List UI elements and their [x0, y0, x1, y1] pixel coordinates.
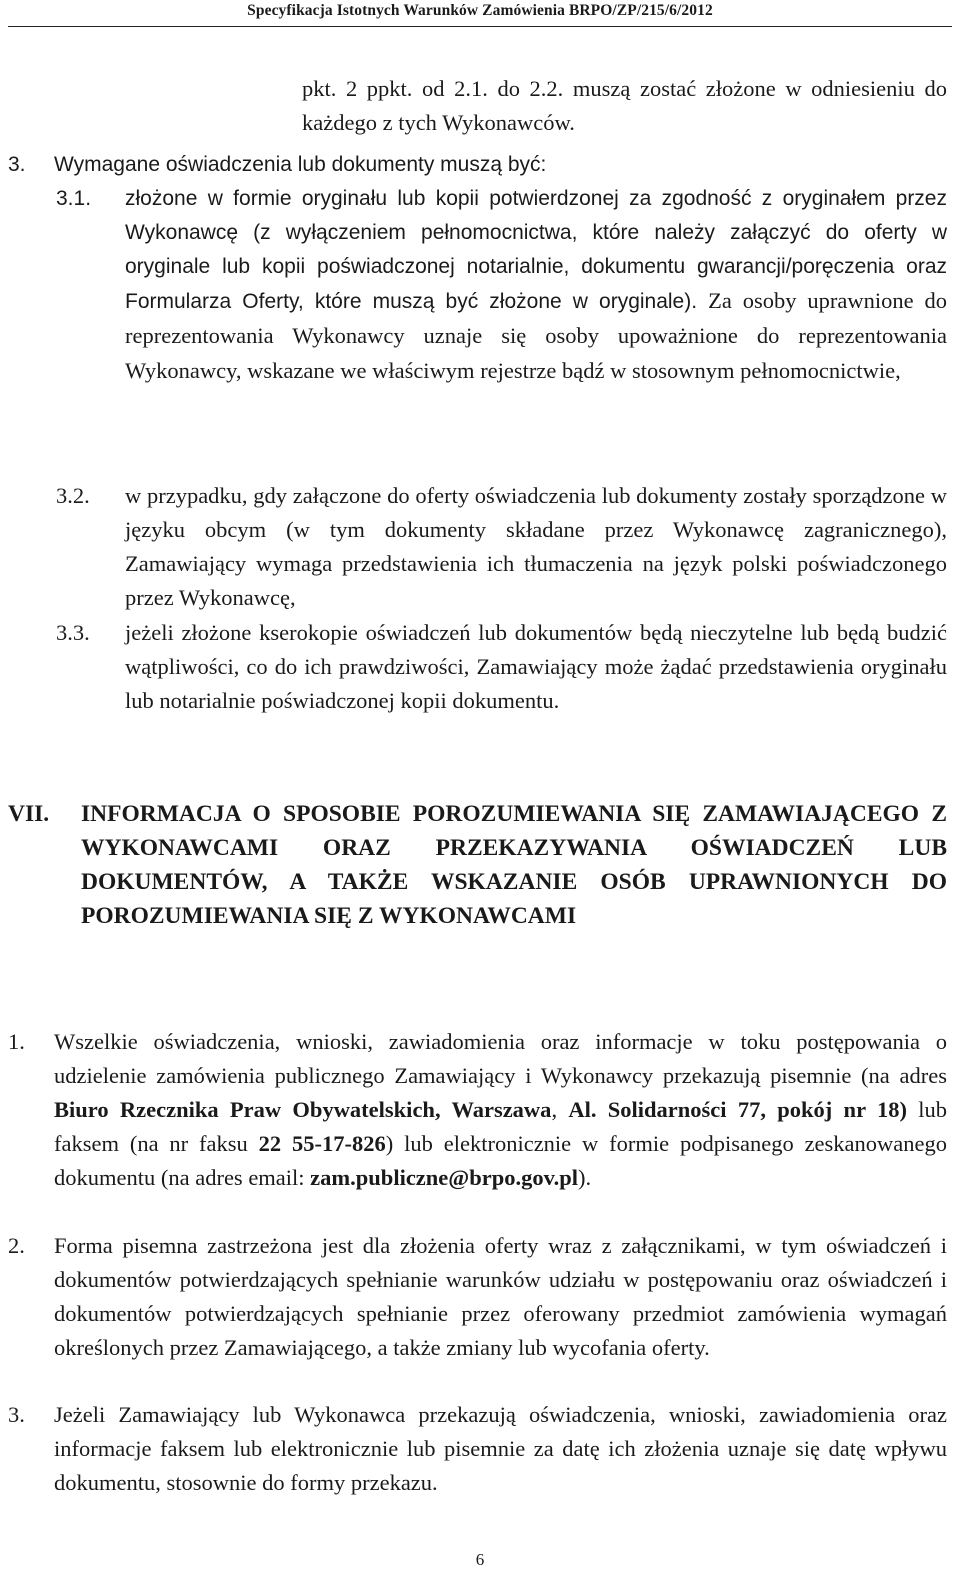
- para-1-part-e: lub faksem (na nr faksu: [54, 1097, 947, 1156]
- continuation-text: pkt. 2 ppkt. od 2.1. do 2.2. muszą zostać złożone w odniesieniu do każdego z tych Wykonawców.: [302, 76, 947, 135]
- para-1-text: [54, 1025, 947, 1195]
- para-1-part-a: Wszelkie oświadczenia, wnioski, zawiadomienia oraz informacje w toku postępowania o udzielenie zamówienia publicznego Zamawiający i Wykonawcy przekazują pisemnie (na adres: [54, 1029, 947, 1088]
- para-1-fax-number: 22 55-17-826: [258, 1131, 386, 1156]
- item-3-1-text-a: złożone w formie oryginału lub kopii potwierdzonej za zgodność z oryginałem przez Wykonawcę (z wyłączeniem pełnomocnictwa, które należy załączyć do oferty w oryginale lub kopii poświadczonej notarialnie, dokumentu gwarancji/poręczenia oraz Formularza Oferty, które muszą być złożone w oryginale).: [125, 187, 947, 313]
- item-3-1-number: 3.1.: [56, 187, 92, 210]
- header-divider: [8, 26, 952, 27]
- para-1-email: zam.publiczne@brpo.gov.pl: [310, 1165, 579, 1190]
- para-2-text: Forma pisemna zastrzeżona jest dla złożenia oferty wraz z załącznikami, w tym oświadczeń i dokumentów potwierdzających spełnianie warunków udziału w postępowaniu oraz oświadczeń i dokumentów potwierdzających spełnianie przez oferowany przedmiot zamówienia wymagań określonych przez Zamawiającego, a także zmiany lub wycofania oferty.: [54, 1233, 947, 1360]
- item-3-2-text: w przypadku, gdy załączone do oferty oświadczenia lub dokumenty zostały sporządzone w języku obcym (w tym dokumenty składane przez Wykonawcę zagranicznego), Zamawiający wymaga przedstawienia ich tłumaczenia na język polski poświadczonego przez Wykonawcę,: [125, 483, 947, 610]
- item-3-3-number: 3.3.: [56, 620, 90, 645]
- section-title: INFORMACJA O SPOSOBIE POROZUMIEWANIA SIĘ ZAMAWIAJĄCEGO Z WYKONAWCAMI ORAZ PRZEKAZYWANIA OŚWIADCZEŃ LUB DOKUMENTÓW, A TAKŻE WSKAZANIE OSÓB UPRAWNIONYCH DO POROZUMIEWANIA SIĘ Z WYKONAWCAMI: [81, 801, 947, 929]
- para-1-part-i: ).: [578, 1165, 592, 1190]
- item-3-3-text: jeżeli złożone kserokopie oświadczeń lub dokumentów będą nieczytelne lub będą budzić wątpliwości, co do ich prawdziwości, Zamawiający może żądać przedstawienia oryginału lub notarialnie poświadczonej kopii dokumentu.: [125, 620, 947, 713]
- para-1-address-street: Al. Solidarności 77, pokój nr 18): [568, 1097, 907, 1122]
- item-3-1-text: [125, 182, 947, 389]
- para-3-text: Jeżeli Zamawiający lub Wykonawca przekazują oświadczenia, wnioski, zawiadomienia oraz informacje faksem lub elektronicznie lub pisemnie za datę ich złożenia uznaje się datę wpływu dokumentu, stosownie do formy przekazu.: [54, 1402, 947, 1495]
- para-2-number: 2.: [8, 1233, 25, 1258]
- para-1-part-g: ) lub elektronicznie w formie podpisanego zeskanowanego dokumentu (na adres email:: [54, 1131, 948, 1190]
- item-3-1-text-b: Za osoby uprawnione do reprezentowania Wykonawcy uznaje się osoby upoważnione do reprezentowania Wykonawcy, wskazane we właściwym rejestrze bądź w stosownym pełnomocnictwie,: [125, 288, 948, 383]
- item-3-number: 3.: [8, 153, 26, 176]
- document-header: Specyfikacja Istotnych Warunków Zamówienia BRPO/ZP/215/6/2012: [247, 2, 713, 19]
- para-1-address-name: Biuro Rzecznika Praw Obywatelskich, Warszawa: [54, 1097, 552, 1122]
- page-number: 6: [475, 1550, 485, 1569]
- para-1-number: 1.: [8, 1029, 25, 1054]
- para-1-part-c: ,: [551, 1097, 558, 1122]
- section-number: VII.: [8, 801, 50, 827]
- item-3-2-number: 3.2.: [56, 483, 90, 508]
- item-3-text: Wymagane oświadczenia lub dokumenty muszą być:: [54, 153, 547, 176]
- para-3-number: 3.: [8, 1402, 25, 1427]
